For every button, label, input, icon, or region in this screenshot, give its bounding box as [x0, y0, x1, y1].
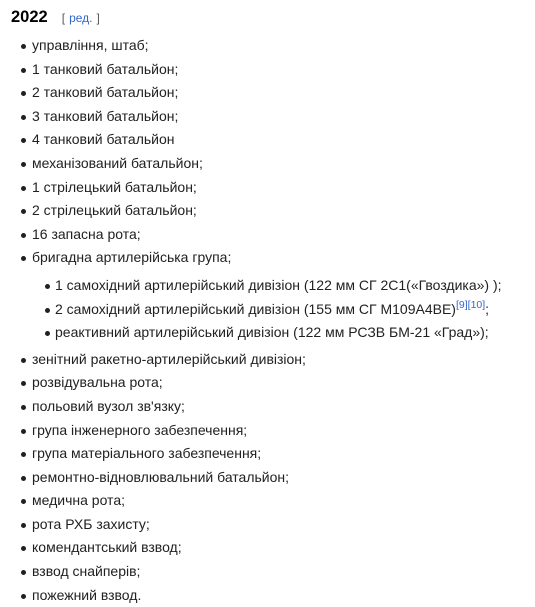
list-item: 2 стрілецький батальйон;: [0, 199, 535, 223]
edit-section: [62, 5, 100, 31]
list-item: польовий вузол зв'язку;: [0, 395, 535, 419]
list-item: 1 танковий батальйон;: [0, 58, 535, 82]
list-item: взвод снайперів;: [0, 560, 535, 584]
list-item: група інженерного забезпечення;: [0, 419, 535, 443]
section-heading: [11, 4, 100, 30]
artillery-sublist: [32, 270, 535, 348]
list-item: рота РХБ захисту;: [0, 513, 535, 537]
sub-list-item: [32, 321, 535, 345]
list-item: зенітний ракетно-артилерійський дивізіон;: [0, 348, 535, 372]
sub-list-item: [32, 298, 535, 322]
edit-bracket-close: ]: [96, 11, 100, 25]
units-list: [0, 34, 535, 607]
list-item: 1 стрілецький батальйон;: [0, 176, 535, 200]
list-item: 2 танковий батальйон;: [0, 81, 535, 105]
sub-list-item: [32, 274, 535, 298]
section-title: 2022: [11, 8, 48, 26]
reference-link[interactable]: [9]: [455, 298, 468, 311]
sub-list-item-text: 1 самохідний артилерійський дивізіон (122 мм СГ 2С1(«Гвоздика») );: [55, 276, 502, 293]
list-item: 3 танковий батальйон;: [0, 105, 535, 129]
list-item: управління, штаб;: [0, 34, 535, 58]
list-item-label: бригадна артилерійська група;: [32, 249, 232, 266]
reference-9: [456, 299, 468, 311]
list-item: ремонтно-відновлювальний батальйон;: [0, 466, 535, 490]
list-item: пожежний взвод.: [0, 584, 535, 607]
list-item: комендантський взвод;: [0, 536, 535, 560]
sub-list-item-suffix: ;: [485, 300, 490, 317]
edit-link[interactable]: ред.: [69, 11, 93, 25]
sub-list-item-text: 2 самохідний артилерійський дивізіон (155 мм СГ M109A4BE): [55, 300, 456, 317]
list-item: 16 запасна рота;: [0, 223, 535, 247]
sub-list-item-text: реактивний артилерійський дивізіон (122 мм РСЗВ БМ-21 «Град»);: [55, 324, 489, 341]
reference-link[interactable]: [10]: [467, 298, 486, 311]
list-item: механізований батальйон;: [0, 152, 535, 176]
list-item: розвідувальна рота;: [0, 371, 535, 395]
reference-10: [468, 299, 486, 311]
list-item-artillery-group: [0, 246, 535, 347]
list-item: група матеріального забезпечення;: [0, 442, 535, 466]
list-item: медична рота;: [0, 489, 535, 513]
list-item: 4 танковий батальйон: [0, 128, 535, 152]
edit-bracket-open: [: [61, 11, 66, 25]
